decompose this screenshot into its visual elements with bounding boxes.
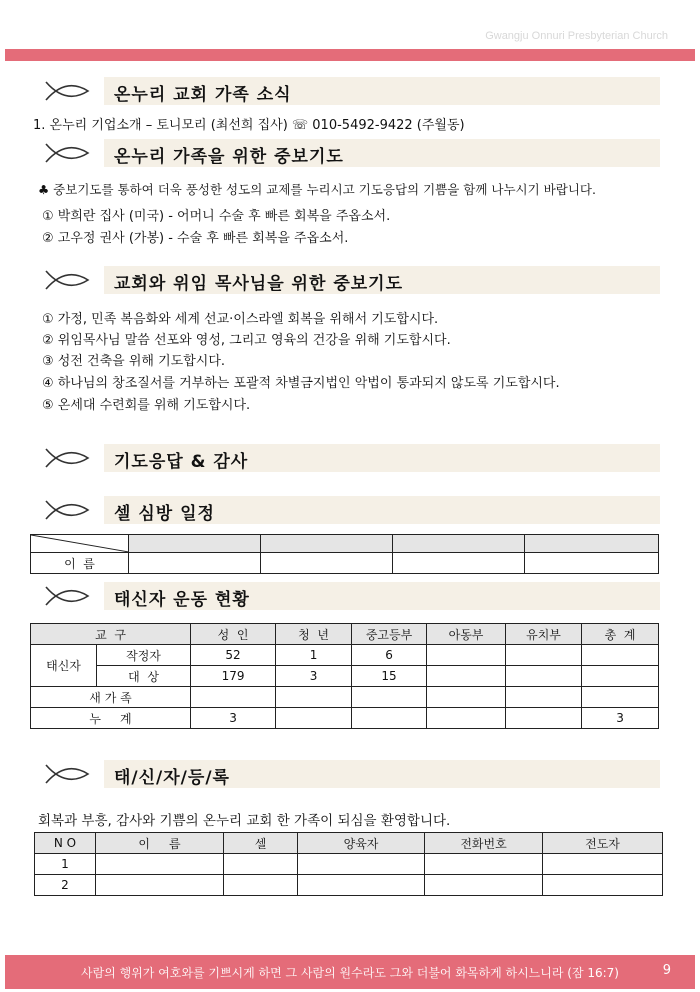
table-cell	[506, 645, 582, 666]
table-cell	[525, 535, 659, 553]
table-cell: 1	[276, 645, 352, 666]
header-cell: 전화번호	[425, 833, 543, 854]
section-title: 태/신/자/등/록	[114, 768, 230, 788]
prayer-item: ④ 하나님의 창조질서를 거부하는 포괄적 차별금지법인 악법이 통과되지 않도록 기도합시다.	[42, 376, 560, 391]
table-cell: 3	[191, 708, 276, 729]
registration-table	[34, 832, 663, 896]
section-news	[40, 77, 660, 105]
header-cell: 교 구	[31, 624, 191, 645]
table-cell	[352, 687, 427, 708]
header-cell: 유치부	[506, 624, 582, 645]
header-cell: 이 름	[96, 833, 224, 854]
table-cell: 179	[191, 666, 276, 687]
table-cell	[425, 875, 543, 896]
fish-icon	[42, 762, 94, 786]
header-cell: 성 인	[191, 624, 276, 645]
prayer-intro: ♣ 중보기도를 통하여 더욱 풍성한 성도의 교제를 누리시고 기도응답의 기쁨을 함께 나누시기 바랍니다.	[38, 182, 596, 197]
table-cell	[129, 553, 261, 574]
header-cell: 전도자	[543, 833, 663, 854]
table-cell	[427, 708, 506, 729]
diagonal-cell	[31, 535, 129, 553]
table-cell	[191, 687, 276, 708]
prayer-item: ③ 성전 건축을 위해 기도합시다.	[42, 354, 226, 369]
table-cell	[543, 854, 663, 875]
table-cell	[276, 708, 352, 729]
prayer-item: ⑤ 온세대 수련회를 위해 기도합시다.	[42, 398, 251, 413]
section-title: 태신자 운동 현황	[114, 590, 250, 610]
header-cell: 셀	[224, 833, 298, 854]
prayer-item: ② 위임목사님 말씀 선포와 영성, 그리고 영육의 건강을 위해 기도합시다.	[42, 333, 451, 348]
table-cell	[224, 854, 298, 875]
table-cell: 3	[276, 666, 352, 687]
section-answers	[40, 444, 660, 472]
section-cell	[40, 496, 660, 524]
section-title: 기도응답 & 감사	[114, 452, 249, 472]
header-cell: 아동부	[427, 624, 506, 645]
footer-verse: 사람의 행위가 여호와를 기쁘시게 하면 그 사람의 원수라도 그와 더불어 화목하게 하시느니라 (잠 16:7)	[81, 966, 619, 980]
news-item: 1. 온누리 기업소개 – 토니모리 (최선희 집사) ☏ 010-5492-9422 (주월동)	[33, 118, 465, 133]
header-cell: 총 계	[582, 624, 659, 645]
section-title: 교회와 위임 목사님을 위한 중보기도	[114, 274, 404, 294]
prayer-item: ② 고우정 권사 (가봉) - 수술 후 빠른 회복을 주옵소서.	[42, 231, 349, 246]
group-label: 태신자	[31, 645, 97, 687]
fish-icon	[42, 446, 94, 470]
section-family-prayer	[40, 139, 660, 167]
section-church-prayer	[40, 266, 660, 294]
table-cell	[393, 535, 525, 553]
fish-icon	[42, 79, 94, 103]
table-cell	[425, 854, 543, 875]
table-cell	[96, 854, 224, 875]
table-cell	[506, 666, 582, 687]
table-cell	[582, 687, 659, 708]
table-cell	[525, 553, 659, 574]
row-label: 누 계	[31, 708, 191, 729]
table-cell	[261, 535, 393, 553]
table-cell	[427, 645, 506, 666]
table-cell	[224, 875, 298, 896]
prayer-item: ① 박희란 집사 (미국) - 어머니 수술 후 빠른 회복을 주옵소서.	[42, 209, 391, 224]
table-cell	[298, 875, 425, 896]
table-cell	[582, 645, 659, 666]
section-registration	[40, 760, 660, 788]
table-cell	[543, 875, 663, 896]
row-label: 새 가 족	[31, 687, 191, 708]
table-cell: 6	[352, 645, 427, 666]
header-cell: 양육자	[298, 833, 425, 854]
page-number: 9	[662, 963, 671, 978]
section-title: 셀 심방 일정	[114, 504, 215, 524]
table-cell	[506, 708, 582, 729]
fish-icon	[42, 584, 94, 608]
table-cell	[96, 875, 224, 896]
table-cell	[298, 854, 425, 875]
row-number: 2	[35, 875, 96, 896]
cell-schedule-table	[30, 534, 659, 574]
status-table	[30, 623, 659, 729]
table-cell	[352, 708, 427, 729]
row-label: 작정자	[97, 645, 191, 666]
header-cell: N O	[35, 833, 96, 854]
footer-bar	[5, 955, 695, 989]
section-newbeliever-status	[40, 582, 660, 610]
name-label: 이 름	[31, 553, 129, 574]
fish-icon	[42, 498, 94, 522]
church-name: Gwangju Onnuri Presbyterian Church	[485, 30, 668, 42]
section-title: 온누리 교회 가족 소식	[114, 85, 292, 105]
header-cell: 청 년	[276, 624, 352, 645]
table-cell: 52	[191, 645, 276, 666]
table-cell	[427, 687, 506, 708]
row-label: 대 상	[97, 666, 191, 687]
table-cell	[427, 666, 506, 687]
header-bar	[5, 49, 695, 61]
table-cell	[261, 553, 393, 574]
row-number: 1	[35, 854, 96, 875]
table-cell: 3	[582, 708, 659, 729]
table-cell	[393, 553, 525, 574]
table-cell	[276, 687, 352, 708]
header-cell: 중고등부	[352, 624, 427, 645]
fish-icon	[42, 141, 94, 165]
table-cell	[129, 535, 261, 553]
table-cell	[582, 666, 659, 687]
prayer-item: ① 가정, 민족 복음화와 세계 선교·이스라엘 회복을 위해서 기도합시다.	[42, 312, 439, 327]
welcome-text: 회복과 부흥, 감사와 기쁨의 온누리 교회 한 가족이 되심을 환영합니다.	[38, 813, 451, 829]
table-cell	[506, 687, 582, 708]
table-cell: 15	[352, 666, 427, 687]
section-title: 온누리 가족을 위한 중보기도	[114, 147, 344, 167]
fish-icon	[42, 268, 94, 292]
